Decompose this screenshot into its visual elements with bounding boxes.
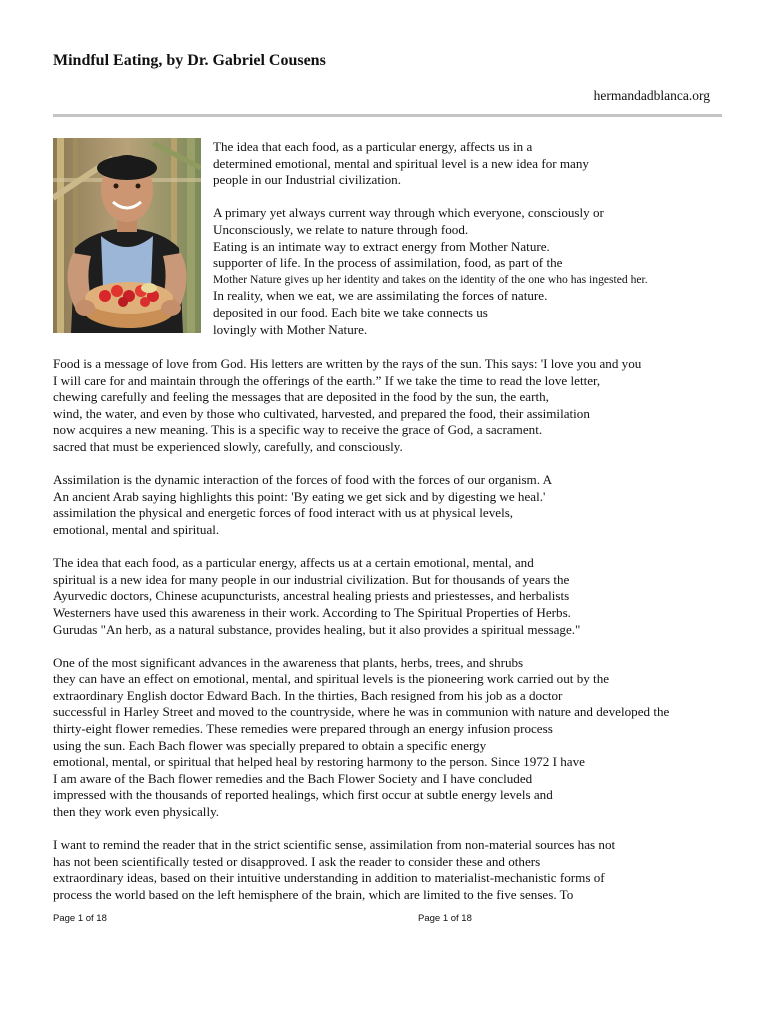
body-paragraph xyxy=(53,655,743,821)
text-line: extraordinary ideas, based on their intuitive understanding in addition to materialist-mechanistic forms of xyxy=(53,870,605,886)
text-line: A primary yet always current way through which everyone, consciously or xyxy=(213,205,604,221)
text-line: assimilation the physical and energetic forces of food interact with us at physical levels, xyxy=(53,505,514,521)
text-line: successful in Harley Street and moved to the countryside, where he was in communion with nature and developed the xyxy=(53,704,670,720)
text-line: emotional, mental, or spiritual that helped heal by restoring harmony to the person. Since 1972 I have xyxy=(53,754,585,770)
text-line: I am aware of the Bach flower remedies and the Bach Flower Society and I have concluded xyxy=(53,770,533,786)
text-line: lovingly with Mother Nature. xyxy=(213,321,368,337)
text-line: spiritual is a new idea for many people in our industrial civilization. But for thousands of years the xyxy=(53,571,570,587)
text-line: chewing carefully and feeling the messages that are deposited in the food by the sun, the earth, xyxy=(53,389,549,405)
text-line: wind, the water, and even by those who cultivated, harvested, and prepared the food, their assimilation xyxy=(53,405,590,421)
text-line: deposited in our food. Each bite we take connects us xyxy=(213,304,488,320)
page-number-center: Page 1 of 18 xyxy=(418,913,472,924)
text-line: The idea that each food, as a particular energy, affects us in a xyxy=(213,139,533,154)
text-line: using the sun. Each Bach flower was specially prepared to obtain a specific energy xyxy=(53,737,487,753)
text-line: now acquires a new meaning. This is a specific way to receive the grace of God, a sacrament. xyxy=(53,422,543,438)
text-line: sacred that must be experienced slowly, carefully, and consciously. xyxy=(53,438,403,454)
header-divider xyxy=(53,114,722,117)
text-line: Westerners have used this awareness in their work. According to The Spiritual Properties of Herbs. xyxy=(53,604,571,620)
intro-text xyxy=(213,139,723,338)
text-line: impressed with the thousands of reported healings, which first occur at subtle energy levels and xyxy=(53,787,553,803)
text-line: An ancient Arab saying highlights this point: 'By eating we get sick and by digesting we heal.' xyxy=(53,488,546,504)
body-paragraph xyxy=(53,555,743,638)
text-line: The idea that each food, as a particular energy, affects us at a certain emotional, mental, and xyxy=(53,555,534,571)
body-paragraph xyxy=(53,837,743,903)
author-photo xyxy=(53,138,201,333)
text-line: Mother Nature gives up her identity and takes on the identity of the one who has ingested her. xyxy=(213,272,648,286)
text-line: they can have an effect on emotional, mental, and spiritual levels is the pioneering work carried out by the xyxy=(53,671,610,687)
text-line: In reality, when we eat, we are assimilating the forces of nature. xyxy=(213,288,548,304)
text-line: has not been scientifically tested or disapproved. I ask the reader to consider these and others xyxy=(53,853,541,869)
text-line: I want to remind the reader that in the strict scientific sense, assimilation from non-material sources has not xyxy=(53,837,616,853)
text-line: determined emotional, mental and spiritual level is a new idea for many xyxy=(213,155,589,171)
portrait-photo-icon xyxy=(53,138,201,333)
text-line: One of the most significant advances in the awareness that plants, herbs, trees, and shrubs xyxy=(53,654,524,670)
body-paragraph xyxy=(53,472,743,538)
body-text xyxy=(53,356,743,904)
text-line: Food is a message of love from God. His letters are written by the rays of the sun. This says: 'I love you and you xyxy=(53,356,642,371)
text-line: people in our Industrial civilization. xyxy=(213,172,401,188)
text-line: Assimilation is the dynamic interaction of the forces of food with the forces of our organism. A xyxy=(53,472,553,488)
text-line: supporter of life. In the process of assimilation, food, as part of the xyxy=(213,255,563,271)
page-number-left: Page 1 of 18 xyxy=(53,913,107,924)
text-line: Gurudas "An herb, as a natural substance, provides healing, but it also provides a spiritual message." xyxy=(53,621,581,637)
text-line: Eating is an intimate way to extract energy from Mother Nature. xyxy=(213,238,550,254)
text-line: I will care for and maintain through the offerings of the earth.” If we take the time to read the love letter, xyxy=(53,372,601,388)
intro-paragraph xyxy=(213,205,723,338)
text-line: then they work even physically. xyxy=(53,804,220,820)
text-line: Unconsciously, we relate to nature through food. xyxy=(213,221,469,237)
document-title: Mindful Eating, by Dr. Gabriel Cousens xyxy=(53,52,326,69)
text-line: emotional, mental and spiritual. xyxy=(53,521,220,537)
text-line: Ayurvedic doctors, Chinese acupuncturists, ancestral healing priests and priestesses, and herbalists xyxy=(53,588,570,604)
intro-paragraph xyxy=(213,139,723,189)
body-paragraph xyxy=(53,356,743,456)
site-name: hermandadblanca.org xyxy=(593,88,710,103)
text-line: extraordinary English doctor Edward Bach. In the thirties, Bach resigned from his job as a doctor xyxy=(53,687,563,703)
text-line: process the world based on the left hemisphere of the brain, which are limited to the five senses. To xyxy=(53,887,574,902)
text-line: thirty-eight flower remedies. These remedies were prepared through an energy infusion process xyxy=(53,721,553,737)
